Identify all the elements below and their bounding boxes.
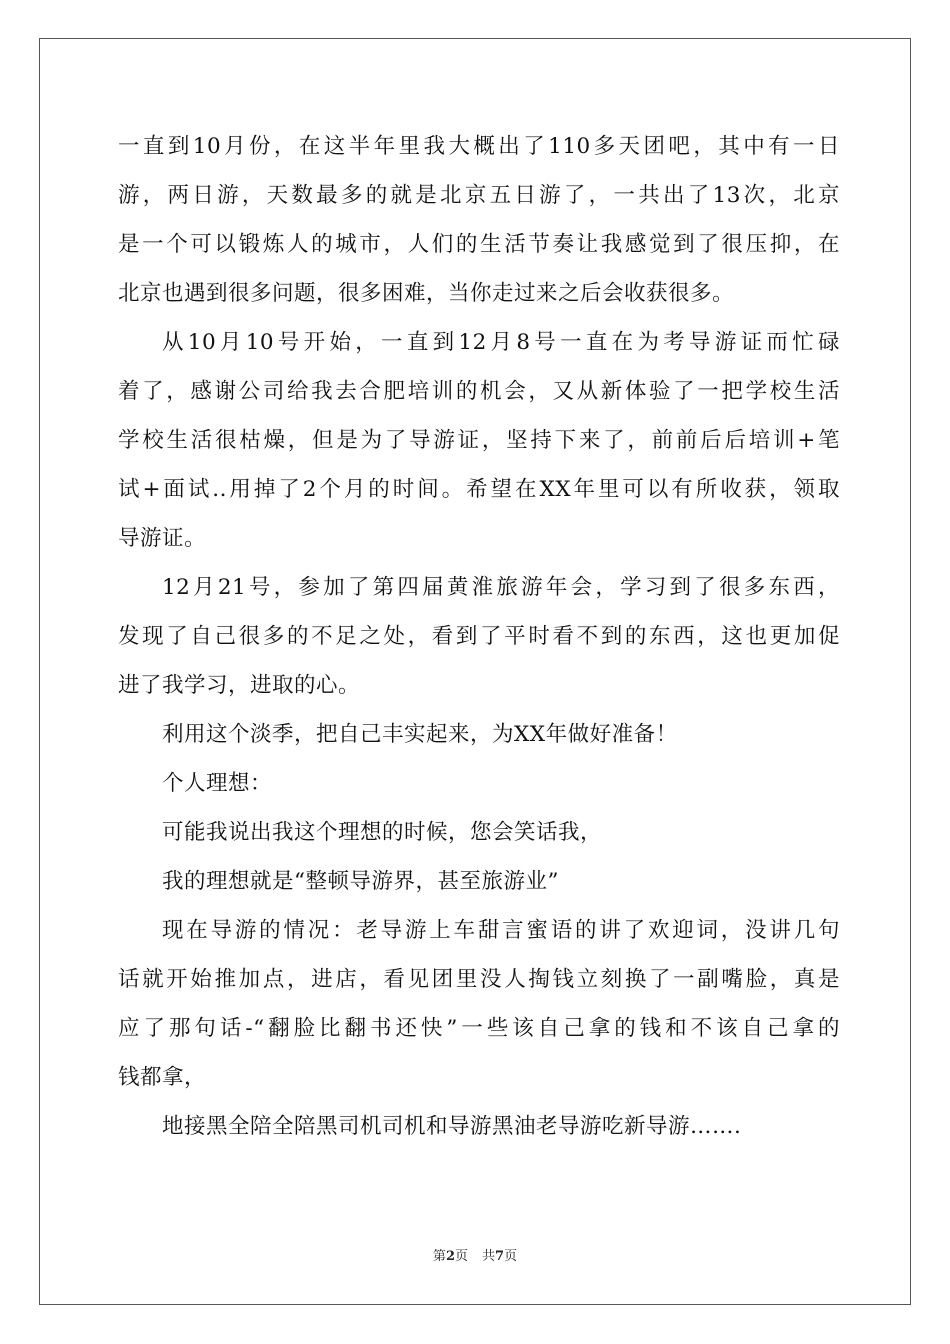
text-line: 12月21号，参加了第四届黄淮旅游年会，学习到了很多东西，: [162, 575, 840, 600]
total-pages: 7: [495, 1249, 505, 1264]
paragraph: [118, 857, 840, 906]
text-line: 北京也遇到很多问题，很多困难，当你走过来之后会收获很多。: [118, 281, 735, 306]
total-suffix: 页: [504, 1249, 518, 1264]
text-line: 可能我说出我这个理想的时候，您会笑话我，: [162, 820, 603, 845]
text-line: 着了，感谢公司给我去合肥培训的机会，又从新体验了一把学校生活: [118, 379, 840, 404]
paragraph: [118, 759, 840, 808]
text-line: 钱都拿，: [118, 1065, 207, 1090]
text-line: 现在导游的情况：老导游上车甜言蜜语的讲了欢迎词，没讲几句: [162, 918, 840, 943]
paragraph: [118, 710, 840, 759]
document-body: [118, 122, 840, 1151]
text-line: 从10月10号开始，一直到12月8号一直在为考导游证而忙碌: [162, 330, 840, 355]
paragraph: [118, 808, 840, 857]
page-footer: [0, 1245, 950, 1264]
paragraph: [118, 318, 840, 563]
text-line: 地接黑全陪全陪黑司机司机和导游黑油老导游吃新导游…….: [162, 1114, 742, 1139]
text-line: 发现了自己很多的不足之处，看到了平时看不到的东西，这也更加促: [118, 624, 840, 649]
text-line: 个人理想：: [162, 771, 273, 796]
paragraph: [118, 906, 840, 1102]
text-line: 应了那句话-“翻脸比翻书还快”一些该自己拿的钱和不该自己拿的: [118, 1016, 840, 1041]
text-line: 游，两日游，天数最多的就是北京五日游了，一共出了13次，北京: [118, 183, 840, 208]
text-line: 学校生活很枯燥，但是为了导游证，坚持下来了，前前后后培训+笔: [118, 428, 840, 453]
page-suffix: 页: [454, 1249, 468, 1264]
text-line: 我的理想就是“整顿导游界，甚至旅游业”: [162, 869, 559, 894]
page-number: 2: [445, 1249, 455, 1264]
paragraph: [118, 122, 840, 318]
text-line: 话就开始推加点，进店，看见团里没人掏钱立刻换了一副嘴脸，真是: [118, 967, 840, 992]
text-line: 试+面试..用掉了2个月的时间。希望在XX年里可以有所收获，领取: [118, 477, 840, 502]
text-line: 一直到10月份，在这半年里我大概出了110多天团吧，其中有一日: [118, 134, 840, 159]
paragraph: [118, 563, 840, 710]
text-line: 是一个可以锻炼人的城市，人们的生活节奏让我感觉到了很压抑，在: [118, 232, 840, 257]
total-prefix: 共: [482, 1249, 496, 1264]
text-line: 进了我学习，进取的心。: [118, 673, 361, 698]
text-line: 导游证。: [118, 526, 207, 551]
text-line: 利用这个淡季，把自己丰实起来，为XX年做好准备！: [162, 722, 678, 747]
page-prefix: 第: [432, 1249, 446, 1264]
paragraph: [118, 1102, 840, 1151]
